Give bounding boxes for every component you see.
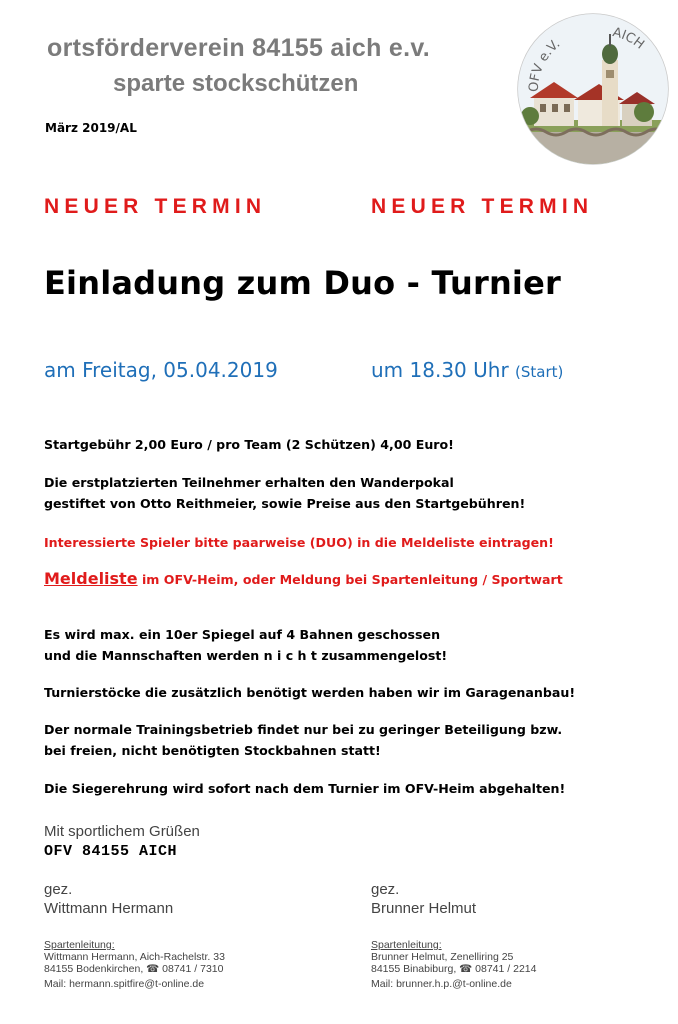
event-time-line (371, 358, 563, 382)
mode-text-2: und die Mannschaften werden n i c h t zusammengelost! (44, 648, 448, 663)
sticks-text: Turnierstöcke die zusätzlich benötigt werden haben wir im Garagenanbau! (44, 685, 576, 700)
meldeliste-text: im OFV-Heim, oder Meldung bei Spartenleitung / Sportwart (137, 572, 563, 587)
page-title: Einladung zum Duo - Turnier (44, 264, 561, 302)
event-start-note: (Start) (515, 363, 564, 381)
fee-text: Startgebühr 2,00 Euro / pro Team (2 Schützen) 4,00 Euro! (44, 437, 454, 452)
signer-2-contact-heading: Spartenleitung: (371, 939, 442, 951)
signer-1-city-phone: 84155 Bodenkirchen, ☎ 08741 / 7310 (44, 963, 224, 975)
registration-note: Interessierte Spieler bitte paarweise (DUO) in die Meldeliste eintragen! (44, 535, 554, 550)
signer-2-address: Brunner Helmut, Zenelliring 25 (371, 951, 514, 963)
banner-new-date-right: NEUER TERMIN (371, 195, 594, 218)
prize-text-2: gestiftet von Otto Reithmeier, sowie Preise aus den Startgebühren! (44, 496, 526, 511)
event-date: am Freitag, 05.04.2019 (44, 358, 278, 382)
meldeliste-line (44, 568, 563, 590)
training-text-1: Der normale Trainingsbetrieb findet nur bei zu geringer Beteiligung bzw. (44, 722, 563, 737)
meldeliste-label: Meldeliste (44, 569, 138, 588)
signer-1-mail[interactable]: Mail: hermann.spitfire@t-online.de (44, 978, 205, 990)
prize-text-1: Die erstplatzierten Teilnehmer erhalten den Wanderpokal (44, 475, 454, 490)
event-time: um 18.30 Uhr (371, 358, 509, 382)
ceremony-text: Die Siegerehrung wird sofort nach dem Turnier im OFV-Heim abgehalten! (44, 781, 566, 796)
signer-1-name: Wittmann Hermann (44, 900, 174, 917)
signer-2-contact (371, 939, 536, 990)
signer-1-contact-heading: Spartenleitung: (44, 939, 115, 951)
closing-signature: OFV 84155 AICH (44, 843, 178, 860)
organization-division: sparte stockschützen (113, 70, 359, 97)
signer-2-gez: gez. (371, 881, 400, 898)
club-logo (516, 12, 670, 166)
logo-text-left: OFV e.V. (526, 36, 564, 93)
signer-1-address: Wittmann Hermann, Aich-Rachelstr. 33 (44, 951, 225, 963)
organization-name: ortsförderverein 84155 aich e.v. (47, 34, 430, 62)
document-date: März 2019/AL (45, 121, 137, 135)
closing-greeting: Mit sportlichem Grüßen (44, 823, 200, 840)
signer-2-city-phone: 84155 Binabiburg, ☎ 08741 / 2214 (371, 963, 537, 975)
signer-2-mail[interactable]: Mail: brunner.h.p.@t-online.de (371, 978, 512, 990)
signer-1-contact (44, 939, 225, 990)
training-text-2: bei freien, nicht benötigten Stockbahnen statt! (44, 743, 381, 758)
banner-new-date-left: NEUER TERMIN (44, 195, 267, 218)
mode-text-1: Es wird max. ein 10er Spiegel auf 4 Bahnen geschossen (44, 627, 441, 642)
signer-2-name: Brunner Helmut (371, 900, 477, 917)
signer-1-gez: gez. (44, 881, 73, 898)
logo-text-right: AICH (611, 25, 647, 53)
